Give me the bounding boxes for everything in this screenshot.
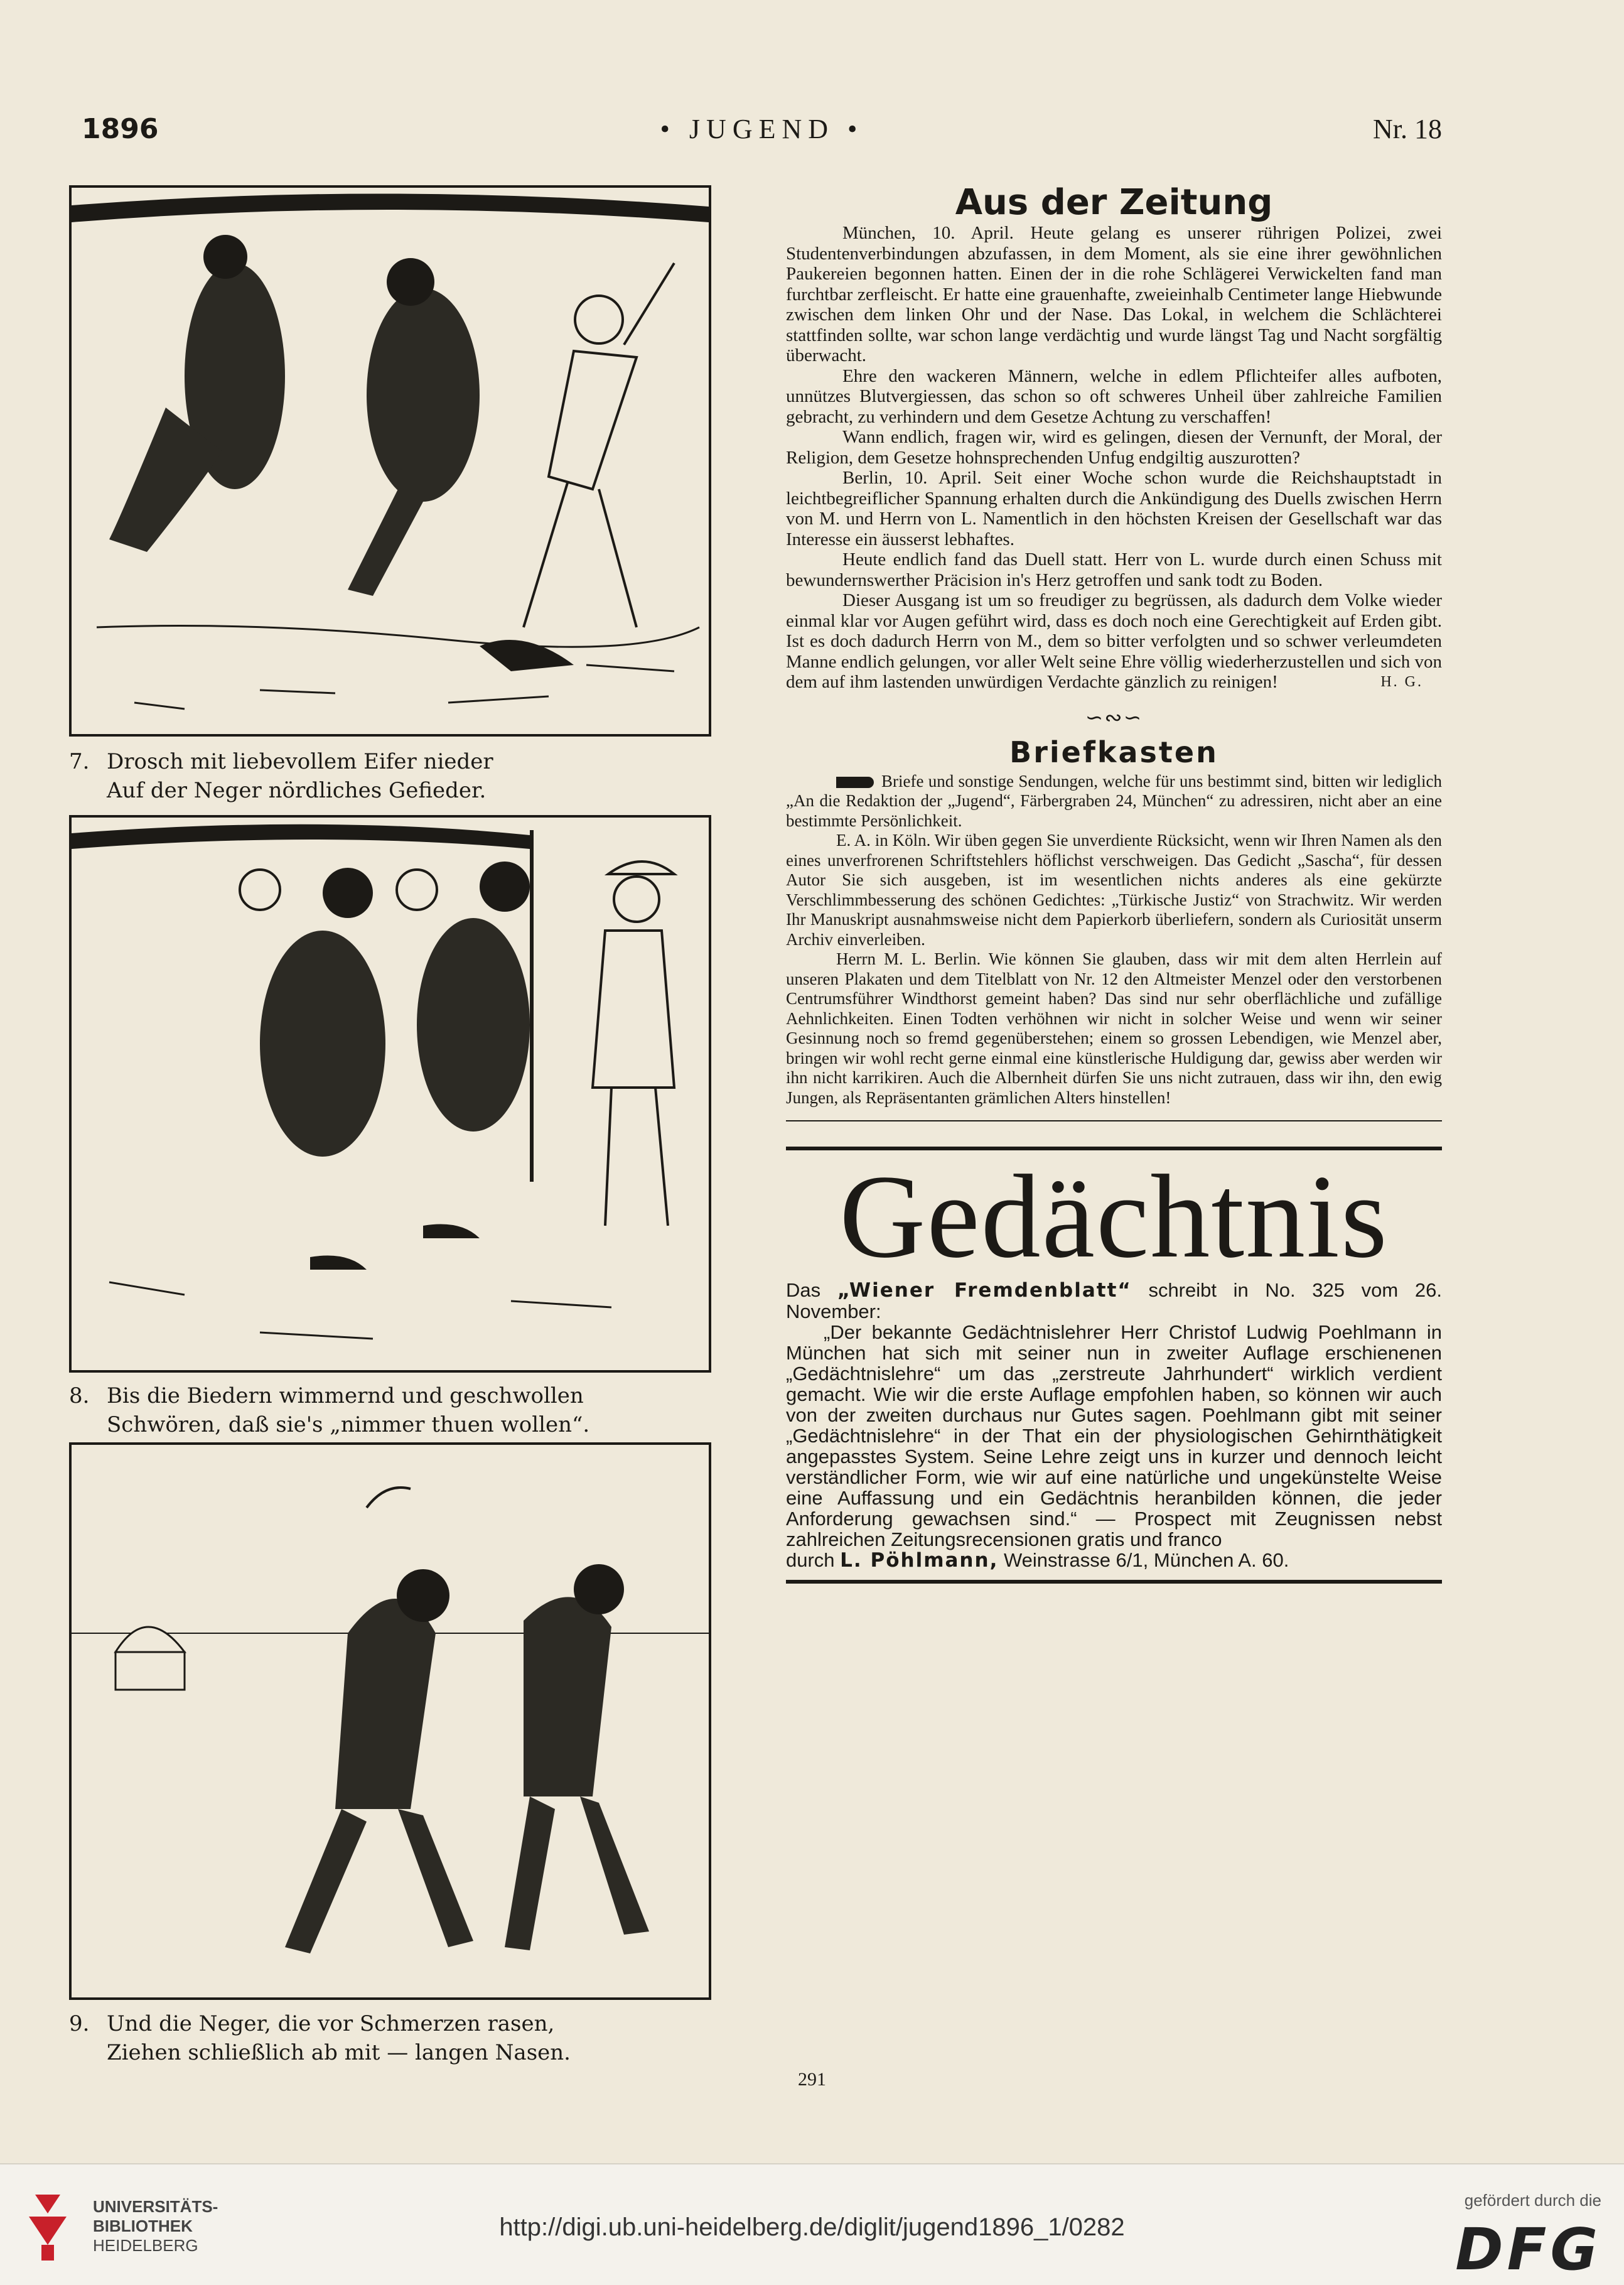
cartoon-9-number: 9. [69, 2011, 90, 2036]
ornament-divider: ∽∾∽ [1085, 706, 1143, 730]
page-number: 291 [798, 2069, 826, 2090]
cartoon-9-caption [69, 2009, 672, 2067]
cartoon-7-caption-line-1: Drosch mit liebevollem Eifer nieder [107, 749, 493, 774]
article-paragraph [786, 590, 1442, 693]
article-signature: H. G. [1380, 674, 1423, 690]
advert-bottom-rule [786, 1580, 1442, 1584]
briefkasten-paragraph: Herrn M. L. Berlin. Wie können Sie glauben, dass wir mit dem alten Herrlein auf unseren Plakaten und dem Titelblatt von Nr. 12 den Altmeister Menzel oder den verstorbenen Centrumsführer Windthorst gemeint haben? Das sind nur sehr oberflächliche und zufällige Aehnlichkeiten. Einen Todten verhöhnen wir nicht in solcher Weise und wenn wir seiner Gesinnung noch so fremd gegenüberstehen; einem so grossen Lebendigen, wie Menzel aber, bringen wir wohl recht gerne einmal eine künstlerische Huldigung dar, gewiss aber werden wir ihn nicht karrikiren. Auch die Albernheit dürfen Sie uns nicht zutrauen, dass wir ihn, den ewig Jungen, als Repräsentanten grämlichen Alters hinstellen! [786, 949, 1442, 1107]
advert-intro-post: schreibt in No. 325 vom 26. November: [786, 1279, 1442, 1322]
cartoon-8-drawing [72, 818, 709, 1370]
cartoon-7-caption-line-2: Auf der Neger nördliches Gefieder. [107, 778, 487, 803]
cartoon-7-caption [69, 747, 672, 805]
cartoon-8-caption-line-2: Schwören, daß sie's „nimmer thuen wollen“. [107, 1412, 590, 1437]
advert-by-post: Weinstrasse 6/1, München A. 60. [998, 1549, 1289, 1571]
article-paragraph: Berlin, 10. April. Seit einer Woche schon wurde die Reichshauptstadt in leichtbegreiflicher Spannung erhalten durch die Ankündigung des Duells zwischen Herrn von M. und Herrn von L. Namentlich in den höchsten Kreisen der Gesellschaft war das Interesse ein äusserst lebhaftes. [786, 468, 1442, 549]
funding-note: gefördert durch die [1464, 2191, 1601, 2210]
page-header [82, 113, 1442, 151]
briefkasten-paragraph: E. A. in Köln. Wir üben gegen Sie unverdiente Rücksicht, wenn wir Ihren Namen als den eines unverfrorenen Schriftstehlers höflichst verschweigen. Das Gedicht „Sascha“, für dessen Autor Sie sich ausgeben, ist im wesentlichen nichts anderes als eine gekürzte Verschlimmbesserung des schönen Gedichtes: „Türkische Justiz“ von Strachwitz. Wir werden Ihr Manuskript ausnahmsweise nicht dem Papierkorb überliefern, sondern als Curiosität unserm Archiv einverleiben. [786, 831, 1442, 949]
cartoon-8-caption-line-1: Bis die Biedern wimmernd und geschwollen [107, 1383, 584, 1408]
advert-company: L. Pöhlmann, [840, 1549, 999, 1572]
institution-line-3: HEIDELBERG [93, 2236, 198, 2255]
article-paragraph: München, 10. April. Heute gelang es unserer rührigen Polizei, zwei Studentenverbindungen abzufassen, in dem Moment, als sie eine ihrer gewöhnlichen Paukereien begonnen hatten. Einen der in die rohe Schlägerei Verwickelten fand man furchtbar zerfleischt. Er hatte eine grauenhafte, zweieinhalb Centimeter lange Hiebwunde zwischen dem linken Ohr und der Nase. Das Lokal, in welchem die Schlächterei stattfinden sollte, war schon lange verdächtig und wurde längst Tag und Nacht sorgfältig überwacht. [786, 223, 1442, 365]
cartoon-7-drawing [72, 188, 709, 734]
permalink-url[interactable]: http://digi.ub.uni-heidelberg.de/diglit/jugend1896_1/0282 [499, 2213, 1125, 2241]
cartoon-9-drawing [72, 1445, 709, 1997]
header-year: 1896 [82, 113, 159, 145]
advert-title: Gedächtnis [839, 1151, 1389, 1283]
advert-intro-pre: Das [786, 1279, 837, 1301]
header-issue: Nr. 18 [1373, 114, 1442, 144]
article-title: Aus der Zeitung [955, 182, 1273, 223]
article-paragraph: Ehre den wackeren Männern, welche in edlem Pflichteifer alles aufboten, unnützes Blutvergiessen, das schon so oft schweres Unheil über zahlreiche Familien gebracht, zu verhindern und dem Gesetze Achtung zu verschaffen! [786, 365, 1442, 427]
header-masthead: • JUGEND • [660, 114, 864, 144]
cartoon-7-number: 7. [69, 749, 90, 774]
viewer-footer [0, 2163, 1624, 2285]
briefkasten-paragraph-text: Briefe und sonstige Sendungen, welche für uns bestimmt sind, bitten wir lediglich „An die Redaktion der „Jugend“, Färbergraben 24, München“ zu adressiren, nicht aber an eine bestimmte Persönlichkeit. [786, 771, 1442, 830]
advert-source: „Wiener Fremdenblatt“ [837, 1279, 1132, 1302]
article-paragraph-text: Dieser Ausgang ist um so freudiger zu begrüssen, als dadurch dem Volke wieder einmal klar vor Augen geführt wird, dass es doch noch eine Gerechtigkeit auf Erden gibt. Ist es doch dadurch Herrn von M., dem so bitter verfolgten und so schwer verleumdeten Manne endlich gelungen, vor aller Welt seine Ehre völlig wiederherzustellen und sich von dem auf ihm lastenden unwürdigen Verdachte gänzlich zu reinigen! [786, 590, 1442, 692]
right-column [786, 182, 1442, 1584]
advert-top-rule [786, 1147, 1442, 1150]
cartoon-8-illustration [69, 815, 711, 1373]
advert-intro [786, 1280, 1442, 1322]
institution-line-1: UNIVERSITÄTS- [93, 2197, 218, 2216]
cartoon-9-illustration [69, 1442, 711, 2000]
institution-line-2: BIBLIOTHEK [93, 2217, 193, 2235]
cartoon-9-caption-line-2: Ziehen schließlich ab mit — langen Nasen. [107, 2040, 571, 2065]
briefkasten-paragraph [786, 772, 1442, 831]
pointing-hand-icon [836, 777, 874, 788]
cartoon-7-illustration [69, 185, 711, 737]
briefkasten-title: Briefkasten [1009, 735, 1218, 769]
cartoon-9-caption-line-1: Und die Neger, die vor Schmerzen rasen, [107, 2011, 555, 2036]
cartoon-8-caption [69, 1381, 672, 1439]
advert-by-pre: durch [786, 1549, 841, 1571]
advert-body: „Der bekannte Gedächtnislehrer Herr Christof Ludwig Poehlmann in München hat sich mit seiner nun in zweiter Auflage erschienenen „Gedächtnislehre“ um das „zerstreute Jahrhundert“ wirklich verdient gemacht. Wie wir die erste Auflage empfohlen haben, so können wir auch von der zweiten durchaus nur Gutes sagen. Poehlmann gibt mit seiner „Gedächtnislehre“ in der That ein der physiologischen Gehirnthätigkeit angepasstes System. Seine Lehre zeigt uns in kurzer und dennoch leicht verständlicher Form, wie wir auf eine natürliche und ungekünstelte Weise eine Auffassung und ein Gedächtnis heranbilden können, die jeder Anforderung gewachsen sind.“ — Prospect mit Zeugnissen nebst zahlreichen Zeitungsrecensionen gratis und franco [786, 1321, 1442, 1550]
cartoon-8-number: 8. [69, 1383, 90, 1408]
section-divider [786, 1120, 1442, 1121]
dfg-logo: DFG [1455, 2216, 1601, 2283]
article-paragraph: Wann endlich, fragen wir, wird es gelingen, diesen der Vernunft, der Moral, der Religion, dem Gesetze hohnsprechenden Unfug endgiltig auszurotten? [786, 427, 1442, 468]
article-paragraph: Heute endlich fand das Duell statt. Herr von L. wurde durch einen Schuss mit bewundernswerther Präcision in's Herz getroffen und sank todt zu Boden. [786, 549, 1442, 590]
advert-address [786, 1550, 1442, 1571]
